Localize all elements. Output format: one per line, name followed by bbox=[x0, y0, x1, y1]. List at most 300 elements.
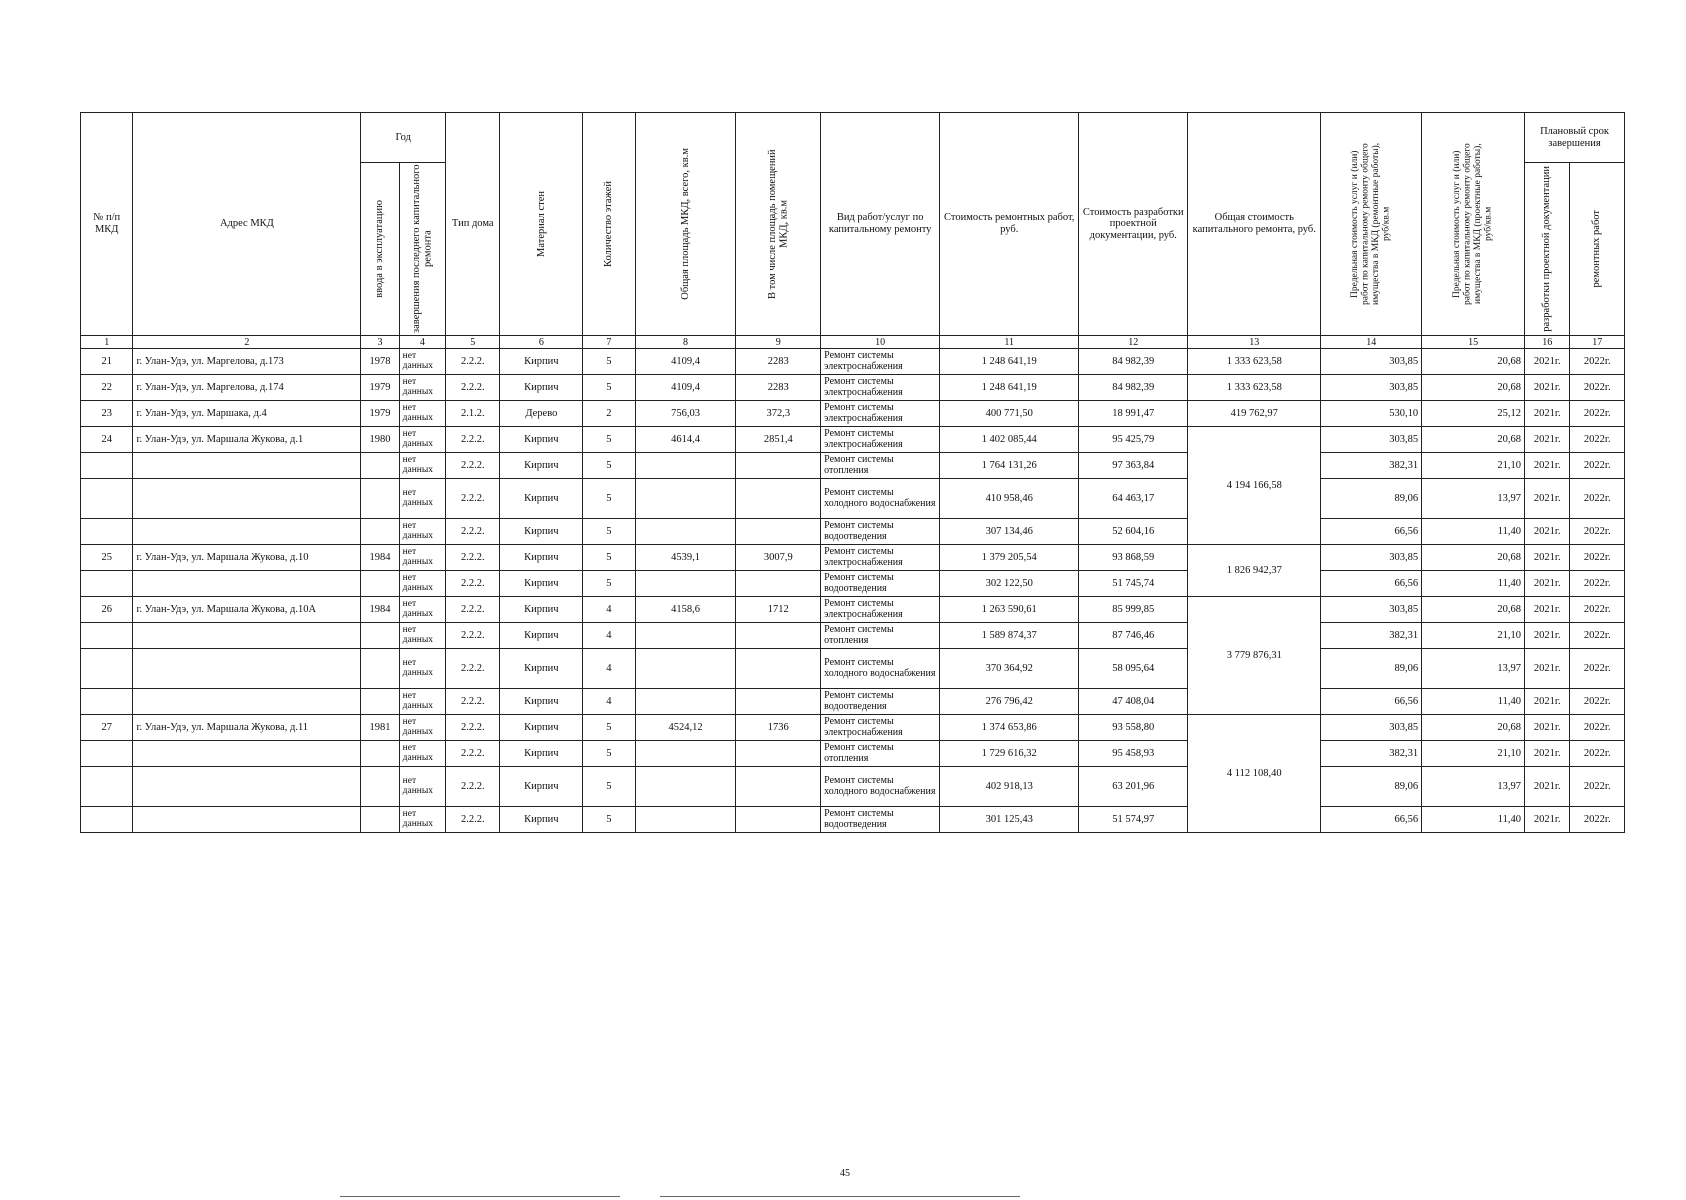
cell-plan-repair: 2022г. bbox=[1570, 401, 1625, 427]
cell-address-empty bbox=[133, 479, 361, 519]
cell-repair-cost: 1 374 653,86 bbox=[940, 715, 1079, 741]
cell-floors: 5 bbox=[583, 349, 635, 375]
cell-design-cost: 64 463,17 bbox=[1079, 479, 1188, 519]
cell-limit-design: 20,68 bbox=[1422, 375, 1525, 401]
cell-year-built: 1979 bbox=[361, 401, 399, 427]
cell-floors: 5 bbox=[583, 767, 635, 807]
cell-area-total-empty bbox=[635, 741, 736, 767]
table-row bbox=[81, 519, 1625, 545]
cell-year-built: 1984 bbox=[361, 545, 399, 571]
header-floors: Количество этажей bbox=[583, 113, 635, 336]
cell-house-type: 2.2.2. bbox=[446, 741, 500, 767]
cell-limit-design: 11,40 bbox=[1422, 571, 1525, 597]
cell-repair-cost: 307 134,46 bbox=[940, 519, 1079, 545]
cell-repair-cost: 410 958,46 bbox=[940, 479, 1079, 519]
cell-house-type: 2.2.2. bbox=[446, 519, 500, 545]
cell-limit-repair: 66,56 bbox=[1321, 571, 1422, 597]
cell-wall-material: Кирпич bbox=[500, 479, 583, 519]
cell-wall-material: Кирпич bbox=[500, 427, 583, 453]
cell-area-premises-empty bbox=[736, 741, 821, 767]
cell-address-empty bbox=[133, 571, 361, 597]
cell-area-total-empty bbox=[635, 623, 736, 649]
cell-floors: 5 bbox=[583, 715, 635, 741]
cell-design-cost: 18 991,47 bbox=[1079, 401, 1188, 427]
header-material: Материал стен bbox=[500, 113, 583, 336]
cell-last-repair: нет данных bbox=[399, 571, 445, 597]
cell-limit-repair: 89,06 bbox=[1321, 649, 1422, 689]
cell-house-type: 2.2.2. bbox=[446, 715, 500, 741]
table-row bbox=[81, 767, 1625, 807]
cell-limit-repair: 303,85 bbox=[1321, 597, 1422, 623]
cell-area-total: 4109,4 bbox=[635, 375, 736, 401]
bottom-rule-right bbox=[660, 1196, 1020, 1197]
cell-floors: 5 bbox=[583, 571, 635, 597]
cell-floors: 4 bbox=[583, 689, 635, 715]
cell-area-total: 4158,6 bbox=[635, 597, 736, 623]
cell-work-kind: Ремонт системы холодного водоснабжения bbox=[821, 649, 940, 689]
cell-year-built: 1980 bbox=[361, 427, 399, 453]
cell-work-kind: Ремонт системы отопления bbox=[821, 623, 940, 649]
cell-area-premises-empty bbox=[736, 519, 821, 545]
cell-address-empty bbox=[133, 519, 361, 545]
cell-repair-cost: 1 764 131,26 bbox=[940, 453, 1079, 479]
cell-house-type: 2.2.2. bbox=[446, 597, 500, 623]
cell-address: г. Улан-Удэ, ул. Маршака, д.4 bbox=[133, 401, 361, 427]
header-repair-cost: Стоимость ремонтных работ, руб. bbox=[940, 113, 1079, 336]
cell-year-built: 1984 bbox=[361, 597, 399, 623]
cell-design-cost: 84 982,39 bbox=[1079, 349, 1188, 375]
cell-address: г. Улан-Удэ, ул. Маргелова, д.173 bbox=[133, 349, 361, 375]
cell-last-repair: нет данных bbox=[399, 453, 445, 479]
cell-work-kind: Ремонт системы водоотведения bbox=[821, 689, 940, 715]
cell-design-cost: 97 363,84 bbox=[1079, 453, 1188, 479]
cell-floors: 5 bbox=[583, 807, 635, 833]
header-area-premises: В том числе площадь помещений МКД, кв.м bbox=[736, 113, 821, 336]
cell-floors: 4 bbox=[583, 649, 635, 689]
cell-plan-repair: 2022г. bbox=[1570, 453, 1625, 479]
cell-limit-repair: 382,31 bbox=[1321, 623, 1422, 649]
cell-limit-repair: 66,56 bbox=[1321, 807, 1422, 833]
cell-address: г. Улан-Удэ, ул. Маршала Жукова, д.10А bbox=[133, 597, 361, 623]
cell-wall-material: Кирпич bbox=[500, 375, 583, 401]
cell-plan-design: 2021г. bbox=[1525, 375, 1570, 401]
cell-wall-material: Кирпич bbox=[500, 807, 583, 833]
cell-building-no-empty bbox=[81, 479, 133, 519]
cell-building-no: 24 bbox=[81, 427, 133, 453]
cell-house-type: 2.2.2. bbox=[446, 349, 500, 375]
cell-year-built-empty bbox=[361, 623, 399, 649]
header-year-built: ввода в эксплуатацию bbox=[361, 163, 399, 336]
cell-repair-cost: 1 379 205,54 bbox=[940, 545, 1079, 571]
cell-work-kind: Ремонт системы электроснабжения bbox=[821, 545, 940, 571]
cell-last-repair: нет данных bbox=[399, 375, 445, 401]
cell-total-cost: 4 194 166,58 bbox=[1188, 427, 1321, 545]
cell-house-type: 2.2.2. bbox=[446, 807, 500, 833]
cell-plan-repair: 2022г. bbox=[1570, 715, 1625, 741]
header-area-total: Общая площадь МКД, всего, кв.м bbox=[635, 113, 736, 336]
cell-address-empty bbox=[133, 689, 361, 715]
cell-wall-material: Кирпич bbox=[500, 545, 583, 571]
cell-plan-design: 2021г. bbox=[1525, 715, 1570, 741]
cell-total-cost: 1 333 623,58 bbox=[1188, 375, 1321, 401]
table-row bbox=[81, 401, 1625, 427]
cell-work-kind: Ремонт системы водоотведения bbox=[821, 571, 940, 597]
cell-limit-repair: 66,56 bbox=[1321, 689, 1422, 715]
cell-year-built-empty bbox=[361, 807, 399, 833]
cell-area-premises-empty bbox=[736, 689, 821, 715]
cell-last-repair: нет данных bbox=[399, 349, 445, 375]
cell-year-built-empty bbox=[361, 453, 399, 479]
cell-last-repair: нет данных bbox=[399, 401, 445, 427]
cell-year-built-empty bbox=[361, 519, 399, 545]
table-row bbox=[81, 623, 1625, 649]
cell-building-no: 23 bbox=[81, 401, 133, 427]
cell-last-repair: нет данных bbox=[399, 519, 445, 545]
cell-work-kind: Ремонт системы электроснабжения bbox=[821, 375, 940, 401]
cell-limit-repair: 382,31 bbox=[1321, 453, 1422, 479]
cell-year-built: 1979 bbox=[361, 375, 399, 401]
table-row bbox=[81, 715, 1625, 741]
cell-plan-design: 2021г. bbox=[1525, 349, 1570, 375]
cell-total-cost: 4 112 108,40 bbox=[1188, 715, 1321, 833]
cell-limit-repair: 303,85 bbox=[1321, 427, 1422, 453]
cell-limit-design: 11,40 bbox=[1422, 689, 1525, 715]
cell-house-type: 2.2.2. bbox=[446, 453, 500, 479]
cell-last-repair: нет данных bbox=[399, 649, 445, 689]
table-row bbox=[81, 375, 1625, 401]
cell-last-repair: нет данных bbox=[399, 741, 445, 767]
cell-floors: 5 bbox=[583, 453, 635, 479]
header-design-cost: Стоимость разработки проектной документации, руб. bbox=[1079, 113, 1188, 336]
cell-plan-design: 2021г. bbox=[1525, 741, 1570, 767]
cell-plan-design: 2021г. bbox=[1525, 519, 1570, 545]
cell-house-type: 2.2.2. bbox=[446, 649, 500, 689]
cell-work-kind: Ремонт системы водоотведения bbox=[821, 519, 940, 545]
cell-area-premises-empty bbox=[736, 479, 821, 519]
cell-building-no-empty bbox=[81, 623, 133, 649]
cell-building-no-empty bbox=[81, 689, 133, 715]
cell-wall-material: Кирпич bbox=[500, 767, 583, 807]
cell-year-built-empty bbox=[361, 649, 399, 689]
table-row bbox=[81, 571, 1625, 597]
cell-address: г. Улан-Удэ, ул. Маршала Жукова, д.1 bbox=[133, 427, 361, 453]
cell-area-premises-empty bbox=[736, 807, 821, 833]
table-row bbox=[81, 689, 1625, 715]
cell-limit-repair: 382,31 bbox=[1321, 741, 1422, 767]
cell-house-type: 2.2.2. bbox=[446, 545, 500, 571]
cell-area-total: 756,03 bbox=[635, 401, 736, 427]
cell-area-premises-empty bbox=[736, 767, 821, 807]
table-row bbox=[81, 545, 1625, 571]
cell-plan-design: 2021г. bbox=[1525, 623, 1570, 649]
header-limit-design: Предельная стоимость услуг и (или) работ по капитальному ремонту общего имущества в МКД (проектные работы), руб/кв.м bbox=[1422, 113, 1525, 336]
cell-floors: 4 bbox=[583, 623, 635, 649]
cell-design-cost: 87 746,46 bbox=[1079, 623, 1188, 649]
cell-design-cost: 63 201,96 bbox=[1079, 767, 1188, 807]
cell-plan-repair: 2022г. bbox=[1570, 479, 1625, 519]
cell-building-no-empty bbox=[81, 519, 133, 545]
bottom-rule-left bbox=[340, 1196, 620, 1197]
cell-address: г. Улан-Удэ, ул. Маршала Жукова, д.11 bbox=[133, 715, 361, 741]
table-row bbox=[81, 453, 1625, 479]
cell-repair-cost: 302 122,50 bbox=[940, 571, 1079, 597]
cell-wall-material: Кирпич bbox=[500, 715, 583, 741]
cell-last-repair: нет данных bbox=[399, 623, 445, 649]
cell-plan-repair: 2022г. bbox=[1570, 689, 1625, 715]
cell-area-total: 4614,4 bbox=[635, 427, 736, 453]
cell-area-total-empty bbox=[635, 807, 736, 833]
cell-work-kind: Ремонт системы электроснабжения bbox=[821, 715, 940, 741]
cell-total-cost: 1 826 942,37 bbox=[1188, 545, 1321, 597]
header-type: Тип дома bbox=[446, 113, 500, 336]
cell-wall-material: Дерево bbox=[500, 401, 583, 427]
cell-area-total-empty bbox=[635, 453, 736, 479]
cell-last-repair: нет данных bbox=[399, 689, 445, 715]
cell-area-total: 4539,1 bbox=[635, 545, 736, 571]
table-row bbox=[81, 741, 1625, 767]
cell-wall-material: Кирпич bbox=[500, 649, 583, 689]
cell-year-built: 1978 bbox=[361, 349, 399, 375]
cell-plan-repair: 2022г. bbox=[1570, 767, 1625, 807]
cell-area-premises-empty bbox=[736, 453, 821, 479]
cell-floors: 5 bbox=[583, 741, 635, 767]
header-limit-repair: Предельная стоимость услуг и (или) работ по капитальному ремонту общего имущества в МКД (ремонтные работы), руб/кв.м bbox=[1321, 113, 1422, 336]
cell-address-empty bbox=[133, 807, 361, 833]
cell-repair-cost: 276 796,42 bbox=[940, 689, 1079, 715]
cell-building-no: 26 bbox=[81, 597, 133, 623]
cell-plan-design: 2021г. bbox=[1525, 479, 1570, 519]
cell-limit-design: 11,40 bbox=[1422, 519, 1525, 545]
table-row bbox=[81, 649, 1625, 689]
cell-total-cost: 1 333 623,58 bbox=[1188, 349, 1321, 375]
cell-plan-design: 2021г. bbox=[1525, 427, 1570, 453]
cell-design-cost: 51 574,97 bbox=[1079, 807, 1188, 833]
cell-design-cost: 85 999,85 bbox=[1079, 597, 1188, 623]
cell-floors: 4 bbox=[583, 597, 635, 623]
cell-repair-cost: 1 248 641,19 bbox=[940, 375, 1079, 401]
cell-address: г. Улан-Удэ, ул. Маргелова, д.174 bbox=[133, 375, 361, 401]
cell-address-empty bbox=[133, 623, 361, 649]
cell-wall-material: Кирпич bbox=[500, 571, 583, 597]
cell-limit-design: 11,40 bbox=[1422, 807, 1525, 833]
table-row bbox=[81, 427, 1625, 453]
cell-limit-design: 25,12 bbox=[1422, 401, 1525, 427]
cell-plan-design: 2021г. bbox=[1525, 807, 1570, 833]
header-plan-repair: ремонтных работ bbox=[1570, 163, 1625, 336]
cell-plan-design: 2021г. bbox=[1525, 545, 1570, 571]
cell-address-empty bbox=[133, 453, 361, 479]
cell-year-built: 1981 bbox=[361, 715, 399, 741]
cell-year-built-empty bbox=[361, 689, 399, 715]
cell-plan-repair: 2022г. bbox=[1570, 349, 1625, 375]
cell-repair-cost: 370 364,92 bbox=[940, 649, 1079, 689]
cell-limit-repair: 303,85 bbox=[1321, 349, 1422, 375]
cell-wall-material: Кирпич bbox=[500, 623, 583, 649]
cell-repair-cost: 301 125,43 bbox=[940, 807, 1079, 833]
cell-house-type: 2.2.2. bbox=[446, 479, 500, 519]
cell-floors: 5 bbox=[583, 519, 635, 545]
cell-design-cost: 52 604,16 bbox=[1079, 519, 1188, 545]
cell-last-repair: нет данных bbox=[399, 807, 445, 833]
cell-limit-repair: 303,85 bbox=[1321, 715, 1422, 741]
cell-work-kind: Ремонт системы электроснабжения bbox=[821, 349, 940, 375]
cell-wall-material: Кирпич bbox=[500, 689, 583, 715]
cell-design-cost: 58 095,64 bbox=[1079, 649, 1188, 689]
header-last-repair: завершения последнего капитального ремонта bbox=[399, 163, 445, 336]
header-plan-group: Плановый срок завершения bbox=[1525, 113, 1625, 163]
cell-area-premises: 1736 bbox=[736, 715, 821, 741]
table-row bbox=[81, 807, 1625, 833]
table-row bbox=[81, 349, 1625, 375]
cell-address-empty bbox=[133, 649, 361, 689]
cell-house-type: 2.2.2. bbox=[446, 767, 500, 807]
cell-floors: 5 bbox=[583, 427, 635, 453]
cell-design-cost: 51 745,74 bbox=[1079, 571, 1188, 597]
cell-wall-material: Кирпич bbox=[500, 349, 583, 375]
cell-building-no: 21 bbox=[81, 349, 133, 375]
cell-wall-material: Кирпич bbox=[500, 519, 583, 545]
cell-total-cost: 3 779 876,31 bbox=[1188, 597, 1321, 715]
cell-floors: 5 bbox=[583, 375, 635, 401]
cell-year-built-empty bbox=[361, 479, 399, 519]
cell-area-total-empty bbox=[635, 571, 736, 597]
cell-address: г. Улан-Удэ, ул. Маршала Жукова, д.10 bbox=[133, 545, 361, 571]
cell-limit-design: 13,97 bbox=[1422, 479, 1525, 519]
cell-limit-repair: 89,06 bbox=[1321, 479, 1422, 519]
cell-building-no: 22 bbox=[81, 375, 133, 401]
cell-address-empty bbox=[133, 767, 361, 807]
cell-last-repair: нет данных bbox=[399, 479, 445, 519]
cell-area-total-empty bbox=[635, 767, 736, 807]
header-work-kind: Вид работ/услуг по капитальному ремонту bbox=[821, 113, 940, 336]
header-plan-design: разработки проектной документации bbox=[1525, 163, 1570, 336]
cell-repair-cost: 402 918,13 bbox=[940, 767, 1079, 807]
cell-work-kind: Ремонт системы холодного водоснабжения bbox=[821, 767, 940, 807]
cell-plan-repair: 2022г. bbox=[1570, 571, 1625, 597]
cell-work-kind: Ремонт системы электроснабжения bbox=[821, 401, 940, 427]
cell-plan-repair: 2022г. bbox=[1570, 807, 1625, 833]
cell-plan-repair: 2022г. bbox=[1570, 427, 1625, 453]
cell-area-total-empty bbox=[635, 479, 736, 519]
cell-limit-design: 20,68 bbox=[1422, 715, 1525, 741]
table-body bbox=[81, 349, 1625, 833]
cell-building-no-empty bbox=[81, 767, 133, 807]
cell-area-premises: 3007,9 bbox=[736, 545, 821, 571]
cell-design-cost: 93 868,59 bbox=[1079, 545, 1188, 571]
cell-limit-design: 20,68 bbox=[1422, 427, 1525, 453]
cell-area-premises: 2283 bbox=[736, 375, 821, 401]
cell-plan-repair: 2022г. bbox=[1570, 741, 1625, 767]
cell-plan-repair: 2022г. bbox=[1570, 519, 1625, 545]
cell-house-type: 2.2.2. bbox=[446, 689, 500, 715]
cell-limit-design: 20,68 bbox=[1422, 597, 1525, 623]
cell-house-type: 2.1.2. bbox=[446, 401, 500, 427]
cell-building-no-empty bbox=[81, 741, 133, 767]
cell-limit-design: 13,97 bbox=[1422, 649, 1525, 689]
cell-house-type: 2.2.2. bbox=[446, 375, 500, 401]
cell-limit-repair: 303,85 bbox=[1321, 375, 1422, 401]
cell-house-type: 2.2.2. bbox=[446, 427, 500, 453]
cell-last-repair: нет данных bbox=[399, 715, 445, 741]
cell-design-cost: 47 408,04 bbox=[1079, 689, 1188, 715]
cell-last-repair: нет данных bbox=[399, 767, 445, 807]
cell-repair-cost: 1 263 590,61 bbox=[940, 597, 1079, 623]
cell-floors: 5 bbox=[583, 479, 635, 519]
cell-house-type: 2.2.2. bbox=[446, 571, 500, 597]
cell-total-cost: 419 762,97 bbox=[1188, 401, 1321, 427]
header-no: № п/п МКД bbox=[81, 113, 133, 336]
cell-plan-design: 2021г. bbox=[1525, 571, 1570, 597]
cell-design-cost: 84 982,39 bbox=[1079, 375, 1188, 401]
cell-area-premises: 372,3 bbox=[736, 401, 821, 427]
cell-limit-design: 21,10 bbox=[1422, 453, 1525, 479]
cell-area-premises-empty bbox=[736, 623, 821, 649]
repair-plan-sheet bbox=[80, 112, 1625, 833]
cell-last-repair: нет данных bbox=[399, 597, 445, 623]
cell-plan-design: 2021г. bbox=[1525, 767, 1570, 807]
cell-plan-design: 2021г. bbox=[1525, 401, 1570, 427]
cell-limit-design: 13,97 bbox=[1422, 767, 1525, 807]
cell-last-repair: нет данных bbox=[399, 427, 445, 453]
cell-plan-design: 2021г. bbox=[1525, 453, 1570, 479]
cell-building-no-empty bbox=[81, 453, 133, 479]
cell-work-kind: Ремонт системы отопления bbox=[821, 453, 940, 479]
cell-area-premises-empty bbox=[736, 649, 821, 689]
cell-repair-cost: 400 771,50 bbox=[940, 401, 1079, 427]
cell-floors: 2 bbox=[583, 401, 635, 427]
cell-plan-repair: 2022г. bbox=[1570, 597, 1625, 623]
cell-house-type: 2.2.2. bbox=[446, 623, 500, 649]
table-row bbox=[81, 479, 1625, 519]
cell-plan-design: 2021г. bbox=[1525, 689, 1570, 715]
repair-plan-table bbox=[80, 112, 1625, 833]
cell-design-cost: 93 558,80 bbox=[1079, 715, 1188, 741]
cell-wall-material: Кирпич bbox=[500, 453, 583, 479]
header-year-group: Год bbox=[361, 113, 446, 163]
cell-design-cost: 95 425,79 bbox=[1079, 427, 1188, 453]
cell-building-no-empty bbox=[81, 649, 133, 689]
cell-limit-design: 20,68 bbox=[1422, 349, 1525, 375]
cell-area-premises: 2851,4 bbox=[736, 427, 821, 453]
cell-last-repair: нет данных bbox=[399, 545, 445, 571]
cell-address-empty bbox=[133, 741, 361, 767]
header-address: Адрес МКД bbox=[133, 113, 361, 336]
cell-repair-cost: 1 248 641,19 bbox=[940, 349, 1079, 375]
cell-limit-design: 21,10 bbox=[1422, 623, 1525, 649]
cell-work-kind: Ремонт системы электроснабжения bbox=[821, 427, 940, 453]
cell-repair-cost: 1 589 874,37 bbox=[940, 623, 1079, 649]
cell-building-no-empty bbox=[81, 571, 133, 597]
cell-plan-repair: 2022г. bbox=[1570, 545, 1625, 571]
cell-area-premises: 2283 bbox=[736, 349, 821, 375]
cell-limit-repair: 530,10 bbox=[1321, 401, 1422, 427]
cell-limit-design: 20,68 bbox=[1422, 545, 1525, 571]
cell-year-built-empty bbox=[361, 767, 399, 807]
cell-area-total-empty bbox=[635, 689, 736, 715]
cell-work-kind: Ремонт системы отопления bbox=[821, 741, 940, 767]
cell-building-no: 27 bbox=[81, 715, 133, 741]
cell-plan-repair: 2022г. bbox=[1570, 649, 1625, 689]
cell-limit-repair: 89,06 bbox=[1321, 767, 1422, 807]
cell-plan-repair: 2022г. bbox=[1570, 623, 1625, 649]
cell-plan-design: 2021г. bbox=[1525, 597, 1570, 623]
cell-design-cost: 95 458,93 bbox=[1079, 741, 1188, 767]
cell-wall-material: Кирпич bbox=[500, 741, 583, 767]
cell-plan-repair: 2022г. bbox=[1570, 375, 1625, 401]
cell-wall-material: Кирпич bbox=[500, 597, 583, 623]
cell-floors: 5 bbox=[583, 545, 635, 571]
table-header bbox=[81, 113, 1625, 349]
